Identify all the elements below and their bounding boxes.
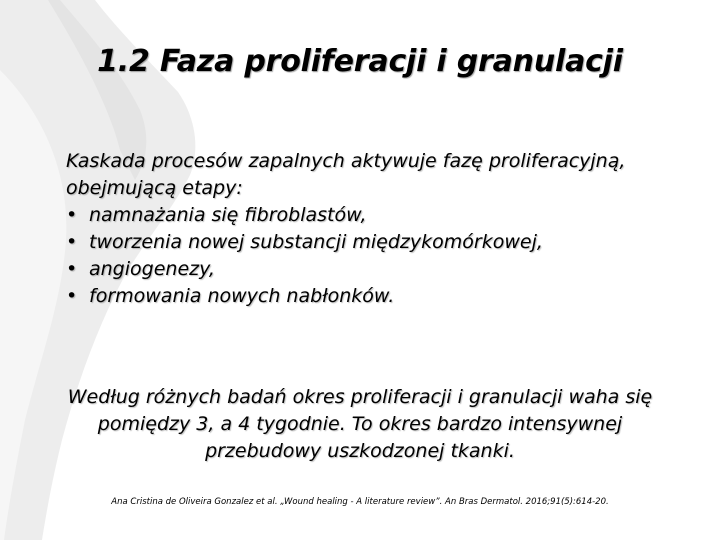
- bullet-icon: •: [66, 231, 78, 253]
- list-item-text: namnażania się fibroblastów,: [89, 204, 367, 226]
- stages-list: [66, 202, 686, 310]
- bullet-icon: •: [66, 285, 78, 307]
- list-item: [66, 256, 686, 283]
- list-item-text: formowania nowych nabłonków.: [89, 285, 395, 307]
- list-item: [66, 229, 686, 256]
- list-item-text: angiogenezy,: [89, 258, 215, 280]
- list-item-text: tworzenia nowej substancji międzykomórkowej,: [89, 231, 543, 253]
- page-title: 1.2 Faza proliferacji i granulacji: [97, 44, 623, 79]
- citation: Ana Cristina de Oliveira Gonzalez et al. „Wound healing - A literature review”. An Bras Dermatol. 2016;91(5):614-20.: [111, 497, 609, 507]
- bullet-icon: •: [66, 258, 78, 280]
- conclusion-paragraph: Według różnych badań okres proliferacji i granulacji waha się pomiędzy 3, a 4 tygodnie. To okres bardzo intensywnej przebudowy uszkodzonej tkanki.: [67, 386, 653, 462]
- content-block: [66, 148, 686, 310]
- intro-paragraph: Kaskada procesów zapalnych aktywuje fazę proliferacyjną, obejmującą etapy:: [66, 150, 626, 199]
- list-item: [66, 283, 686, 310]
- list-item: [66, 202, 686, 229]
- bullet-icon: •: [66, 204, 78, 226]
